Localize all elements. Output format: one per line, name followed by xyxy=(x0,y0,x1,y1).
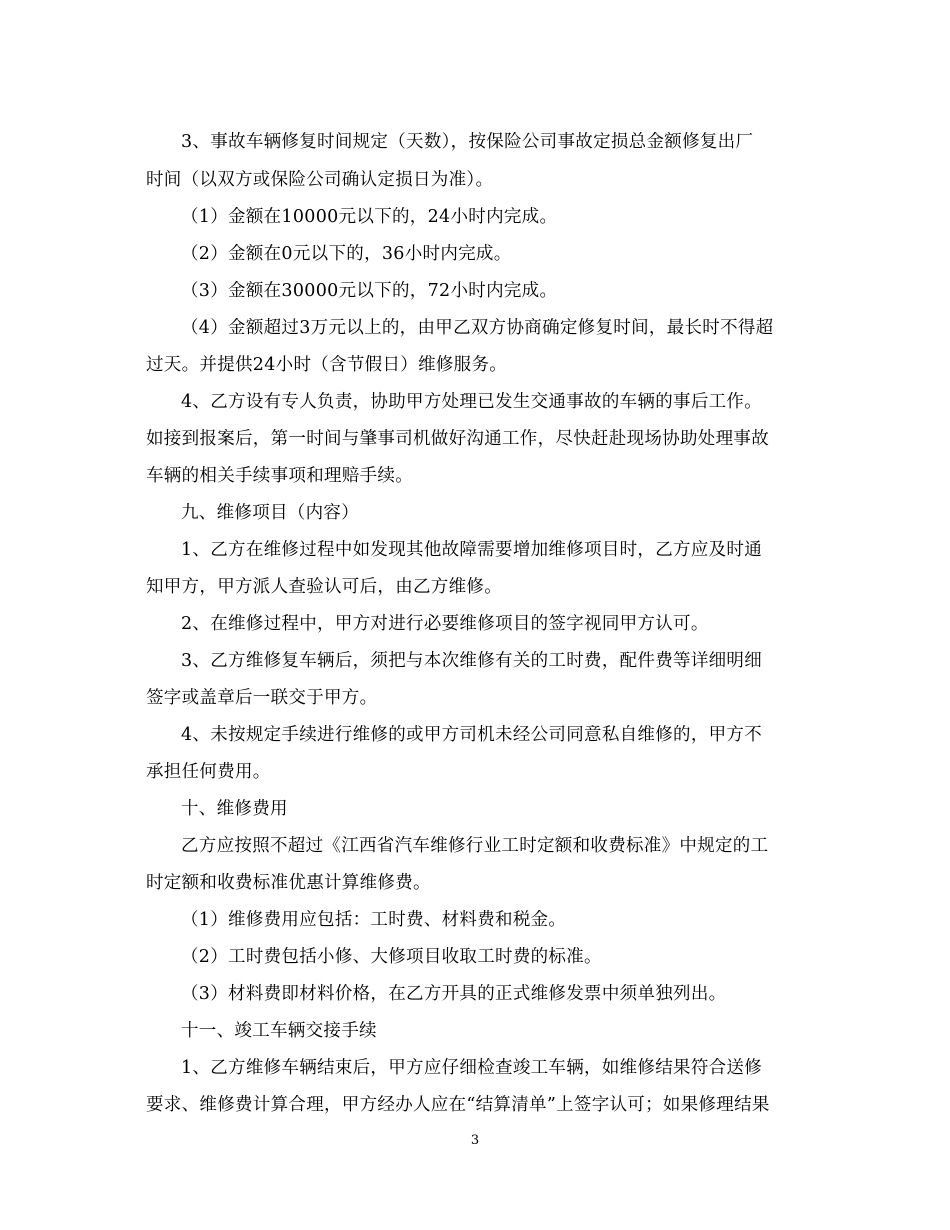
text-line: 4、乙方设有专人负责，协助甲方处理已发生交通事故的车辆的事后工作。 xyxy=(181,392,763,412)
text-line: 如接到报案后，第一时间与肇事司机做好沟通工作，尽快赶赴现场协助处理事故 xyxy=(146,429,769,449)
text-line: 乙方应按照不超过《江西省汽车维修行业工时定额和收费标准》中规定的工 xyxy=(181,836,769,856)
text-line: 签字或盖章后一联交于甲方。 xyxy=(146,688,378,708)
text-line: （4）金额超过3万元以上的，由甲乙双方协商确定修复时间，最长时不得超 xyxy=(181,318,774,338)
text-line: 要求、维修费计算合理，甲方经办人应在“结算清单”上签字认可；如果修理结果 xyxy=(146,1095,770,1115)
text-line: 4、未按规定手续进行维修的或甲方司机未经公司同意私自维修的，甲方不 xyxy=(181,725,763,745)
section-heading: 十、维修费用 xyxy=(181,799,288,819)
section-heading: 九、维修项目（内容） xyxy=(181,503,359,523)
text-line: （3）金额在30000元以下的，72小时内完成。 xyxy=(181,281,558,301)
page-number: 3 xyxy=(470,1133,480,1148)
text-line: （2）金额在0元以下的，36小时内完成。 xyxy=(181,244,512,264)
text-line: 知甲方，甲方派人查验认可后，由乙方维修。 xyxy=(146,577,502,597)
text-line: 1、乙方在维修过程中如发现其他故障需要增加维修项目时，乙方应及时通 xyxy=(181,540,763,560)
text-line: 时定额和收费标准优惠计算维修费。 xyxy=(146,873,431,893)
text-line: 2、在维修过程中，甲方对进行必要维修项目的签字视同甲方认可。 xyxy=(181,614,709,634)
text-line: 1、乙方维修车辆结束后，甲方应仔细检查竣工车辆，如维修结果符合送修 xyxy=(181,1058,763,1078)
text-line: 过天。并提供24小时（含节假日）维修服务。 xyxy=(146,355,508,375)
text-line: 车辆的相关手续事项和理赔手续。 xyxy=(146,466,413,486)
text-line: 3、乙方维修复车辆后，须把与本次维修有关的工时费，配件费等详细明细 xyxy=(181,651,763,671)
text-line: （3）材料费即材料价格，在乙方开具的正式维修发票中须单独列出。 xyxy=(181,984,727,1004)
text-line: 时间（以双方或保险公司确认定损日为准）。 xyxy=(146,170,494,190)
text-line: 3、事故车辆修复时间规定（天数），按保险公司事故定损总金额修复出厂 xyxy=(181,132,754,152)
text-line: （1）金额在10000元以下的，24小时内完成。 xyxy=(181,207,558,227)
section-heading: 十一、竣工车辆交接手续 xyxy=(181,1021,377,1041)
text-line: （2）工时费包括小修、大修项目收取工时费的标准。 xyxy=(181,947,602,967)
text-line: 承担任何费用。 xyxy=(146,762,271,782)
text-line: （1）维修费用应包括：工时费、材料费和税金。 xyxy=(181,910,567,930)
